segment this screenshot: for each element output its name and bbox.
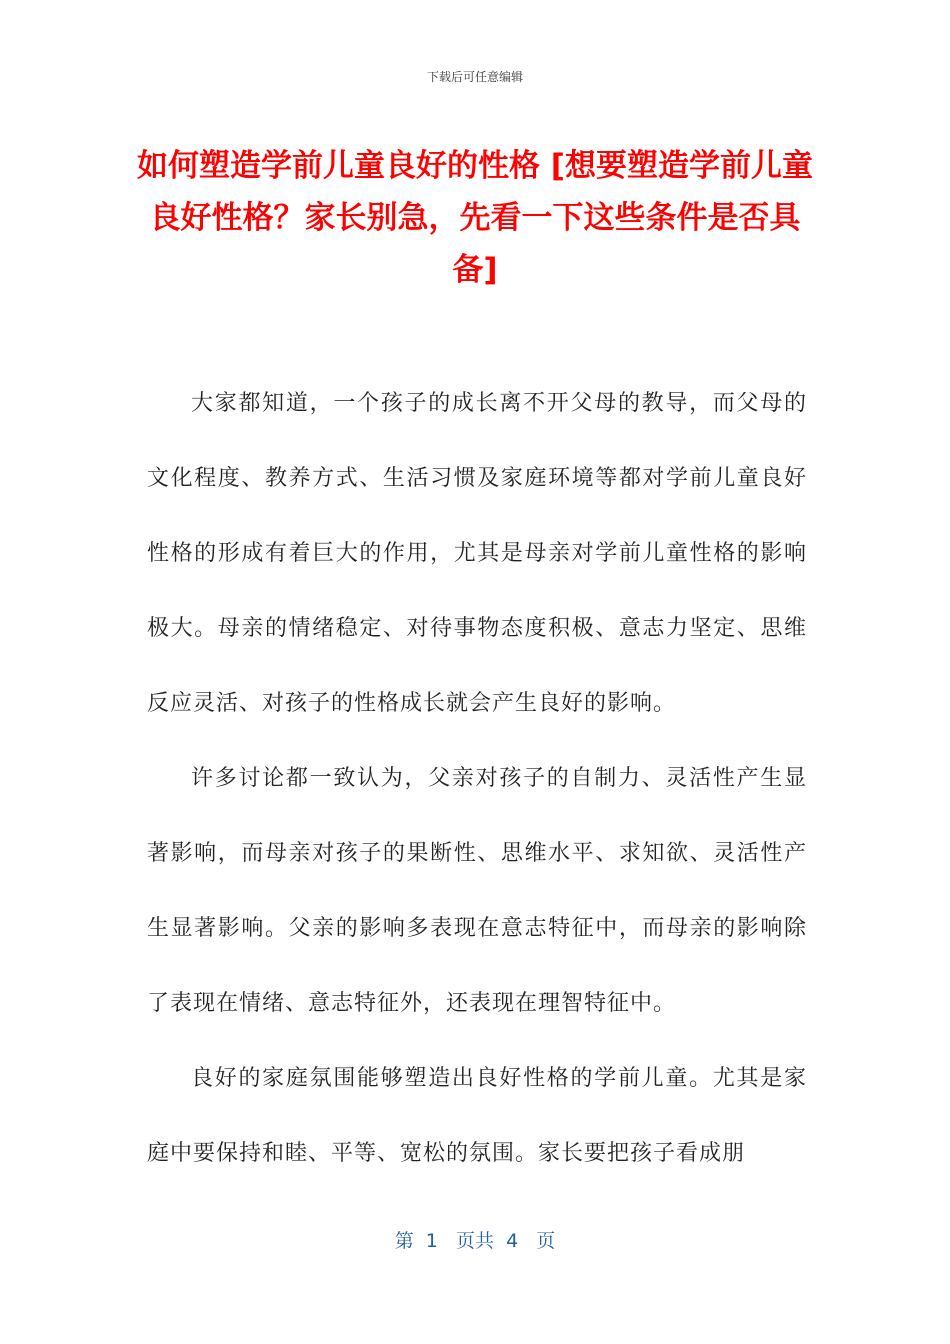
document-title: 如何塑造学前儿童良好的性格 [想要塑造学前儿童良好性格？家长别急，先看一下这些条件是否具备] xyxy=(137,148,813,288)
paragraph: 良好的家庭氛围能够塑造出良好性格的学前儿童。尤其是家庭中要保持和睦、平等、宽松的氛围。家长要把孩子看成朋 xyxy=(147,1066,807,1166)
page-number: 第 1 页共 4 页 xyxy=(394,1230,556,1252)
document-body xyxy=(147,366,807,1191)
header-note: 下载后可任意编辑 xyxy=(426,70,523,84)
paragraph: 许多讨论都一致认为，父亲对孩子的自制力、灵活性产生显著影响，而母亲对孩子的果断性、思维水平、求知欲、灵活性产生显著影响。父亲的影响多表现在意志特征中，而母亲的影响除了表现在情绪、意志特征外，还表现在理智特征中。 xyxy=(147,766,807,1016)
paragraph: 大家都知道，一个孩子的成长离不开父母的教导，而父母的文化程度、教养方式、生活习惯及家庭环境等都对学前儿童良好性格的形成有着巨大的作用，尤其是母亲对学前儿童性格的影响极大。母亲的情绪稳定、对待事物态度积极、意志力坚定、思维反应灵活、对孩子的性格成长就会产生良好的影响。 xyxy=(147,391,807,716)
